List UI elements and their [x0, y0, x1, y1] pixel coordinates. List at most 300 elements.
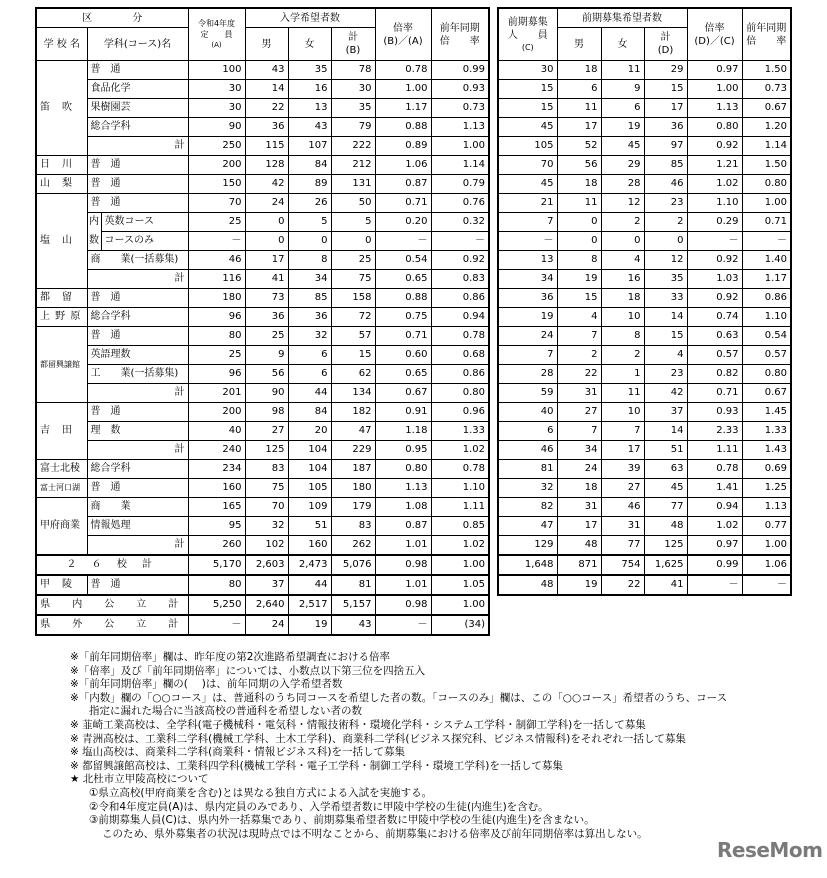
prev-ratio: 0.54: [742, 327, 791, 346]
table-row: [498, 175, 791, 194]
prev-ratio: 0.77: [742, 517, 791, 536]
note: ※「倍率」及び「前年同期倍率」については、小数点以下第三位を四捨五入: [70, 664, 426, 677]
prev-ratio: 1.13: [742, 498, 791, 517]
school-name: 富士河口湖: [36, 479, 87, 498]
prev-ratio: 1.00: [431, 137, 489, 156]
ratio: 0.92: [687, 251, 742, 270]
dept-name: 英語理数: [87, 346, 188, 365]
total-b: 134: [331, 384, 375, 403]
male-count: 0: [557, 232, 601, 251]
total-d: 85: [644, 156, 687, 175]
male-count: 11: [557, 194, 601, 213]
note: ②令和4年度定員(A)は、県内定員のみであり、入学希望者数に甲陵中学校の生徒(内進生)を含む。: [89, 800, 549, 813]
prev-ratio: 1.33: [742, 422, 791, 441]
prev-ratio: 0.86: [431, 365, 489, 384]
table-row: [36, 194, 489, 213]
male-count: 34: [557, 441, 601, 460]
ratio: 0.74: [687, 308, 742, 327]
table-row: [498, 232, 791, 251]
male-count: 2,640: [245, 595, 288, 615]
dept-name: 普 通: [87, 327, 188, 346]
school26-total-label: ２ ６ 校 計: [36, 555, 188, 575]
male-count: 0: [245, 213, 288, 232]
female-count: 20: [288, 422, 331, 441]
male-count: 36: [245, 118, 288, 137]
prev-ratio: 0.76: [431, 194, 489, 213]
male-count: 27: [245, 422, 288, 441]
male-count: 0: [245, 232, 288, 251]
total-b: 79: [331, 118, 375, 137]
female-count: 10: [601, 403, 644, 422]
male-count: 31: [557, 498, 601, 517]
male-count: 18: [557, 175, 601, 194]
prev-ratio: 1.11: [431, 498, 489, 517]
table-row: [36, 517, 489, 536]
female-count: 104: [288, 441, 331, 460]
male-count: 56: [245, 365, 288, 384]
dept-name: 食品化学: [87, 80, 188, 99]
capacity-c: 32: [498, 479, 557, 498]
ratio: 1.13: [375, 479, 431, 498]
male-count: 83: [245, 460, 288, 479]
note: ※ 塩山高校は、商業科二学科(商業科・情報ビジネス科)を一括して募集: [70, 746, 406, 759]
prev-ratio: 1.06: [742, 555, 791, 575]
total-b: 43: [331, 615, 375, 635]
total-d: 35: [644, 270, 687, 289]
male-count: 125: [245, 441, 288, 460]
capacity-c: 81: [498, 460, 557, 479]
ratio: 0.82: [687, 365, 742, 384]
naisu-label-2: 数: [87, 232, 101, 251]
table-row: [36, 251, 489, 270]
female-count: 22: [601, 575, 644, 595]
capacity-c: 105: [498, 137, 557, 156]
male-count: 48: [557, 536, 601, 556]
total-d: 36: [644, 118, 687, 137]
capacity-c: 7: [498, 346, 557, 365]
table-row: [498, 251, 791, 270]
prev-ratio: 1.50: [742, 156, 791, 175]
ratio: 0.54: [375, 251, 431, 270]
prev-ratio: 1.00: [742, 536, 791, 556]
total-b-header: 計 (B): [331, 28, 375, 61]
total-b: 0: [331, 232, 375, 251]
ratio: 1.18: [375, 422, 431, 441]
female-count: 17: [601, 441, 644, 460]
male-count: 19: [557, 575, 601, 595]
table-row: [498, 213, 791, 232]
male-count: 7: [557, 327, 601, 346]
ratio: 0.93: [687, 403, 742, 422]
school-name: 都留興譲館: [36, 327, 87, 403]
subtotal-row: [36, 441, 489, 460]
prev-ratio: 1.02: [431, 536, 489, 556]
total-d: 23: [644, 194, 687, 213]
table-row: [36, 232, 489, 251]
table-row: [498, 479, 791, 498]
male-count: 32: [245, 517, 288, 536]
ratio: 0.80: [375, 460, 431, 479]
male-count: 128: [245, 156, 288, 175]
ratio: 0.89: [375, 137, 431, 156]
ratio: 0.87: [375, 175, 431, 194]
capacity-a: 165: [188, 498, 245, 517]
total-b: 262: [331, 536, 375, 556]
ratio: 1.13: [687, 99, 742, 118]
prev-ratio: 0.78: [431, 327, 489, 346]
capacity-c: 15: [498, 80, 557, 99]
note: ★ 北杜市立甲陵高校について: [70, 773, 209, 786]
male-header: 男: [245, 28, 288, 61]
total-d: 37: [644, 403, 687, 422]
total-d: 1,625: [644, 555, 687, 575]
header-row-1: [36, 8, 489, 28]
capacity-a: 200: [188, 403, 245, 422]
prev-ratio: 1.02: [431, 441, 489, 460]
total-d: 14: [644, 422, 687, 441]
prev-ratio: 1.33: [431, 422, 489, 441]
total-d: 46: [644, 175, 687, 194]
capacity-a: 40: [188, 422, 245, 441]
table-row: [36, 327, 489, 346]
capacity-c: 70: [498, 156, 557, 175]
female-count: 6: [288, 346, 331, 365]
capacity-c: 45: [498, 118, 557, 137]
male-count: 0: [557, 213, 601, 232]
male-count: 98: [245, 403, 288, 422]
school-name: 日 川: [36, 156, 87, 175]
capacity-a: 116: [188, 270, 245, 289]
dept-name: 普 通: [87, 479, 188, 498]
prev-ratio: 0.73: [431, 99, 489, 118]
female-count: 6: [601, 99, 644, 118]
ratio: 1.17: [375, 99, 431, 118]
female-count: 26: [288, 194, 331, 213]
female-count: 32: [288, 327, 331, 346]
ratio: 1.10: [687, 194, 742, 213]
subtotal-row: [36, 137, 489, 156]
prev-ratio: 0.57: [742, 346, 791, 365]
ratio: 0.80: [687, 118, 742, 137]
prev-ratio: 1.50: [742, 61, 791, 80]
note: ※ 韮崎工業高校は、全学科(電子機械科・電気科・情報技術科・環境化学科・システム工学科・制御工学科)を一括して募集: [70, 718, 646, 731]
female-count: 34: [288, 270, 331, 289]
capacity-c: 34: [498, 270, 557, 289]
male-count: 24: [245, 615, 288, 635]
male-count: 56: [557, 156, 601, 175]
capacity-a: 96: [188, 365, 245, 384]
total-b: 5,076: [331, 555, 375, 575]
female-count: 4: [601, 251, 644, 270]
total-b: 25: [331, 251, 375, 270]
male-count: 27: [557, 403, 601, 422]
ratio: 1.00: [375, 80, 431, 99]
dept-name: 英数コース: [101, 213, 188, 232]
prev-ratio: 0.85: [431, 517, 489, 536]
prev-ratio: 0.94: [431, 308, 489, 327]
capacity-c: 48: [498, 575, 557, 595]
table-row: [498, 118, 791, 137]
dept-name: 総合学科: [87, 460, 188, 479]
female-count: 2,517: [288, 595, 331, 615]
capacity-a: 5,170: [188, 555, 245, 575]
total-d: 51: [644, 441, 687, 460]
female-count: 754: [601, 555, 644, 575]
female-count: 104: [288, 460, 331, 479]
capacity-a: 160: [188, 479, 245, 498]
capacity-c: 28: [498, 365, 557, 384]
table-row: [498, 403, 791, 422]
male-count: 18: [557, 479, 601, 498]
table-row: [36, 289, 489, 308]
ratio: 1.21: [687, 156, 742, 175]
ratio: 1.11: [687, 441, 742, 460]
out-pref-total-row: [36, 615, 489, 635]
male-count: 70: [245, 498, 288, 517]
total-d: 63: [644, 460, 687, 479]
table-row: [498, 346, 791, 365]
capacity-c: 129: [498, 536, 557, 556]
male-count: 24: [557, 460, 601, 479]
capacity-c: 24: [498, 327, 557, 346]
dept-name: 情報処理: [87, 517, 188, 536]
female-count: 39: [601, 460, 644, 479]
total-b: 212: [331, 156, 375, 175]
total-d: 97: [644, 137, 687, 156]
subtotal-label: 計: [87, 384, 188, 403]
total-d: 29: [644, 61, 687, 80]
note: このため、県外募集者の状況は現時点では不明なことから、前期募集における倍率及び前年同期倍率は算出しない。: [102, 827, 648, 840]
capacity-a: 80: [188, 575, 245, 595]
total-b: 75: [331, 270, 375, 289]
female-count: 85: [288, 289, 331, 308]
male-count: 17: [557, 118, 601, 137]
ratio: 2.33: [687, 422, 742, 441]
table-row: [36, 118, 489, 137]
capacity-c: －: [498, 232, 557, 251]
female-count: 84: [288, 403, 331, 422]
table-row: [36, 308, 489, 327]
prev-ratio: 0.68: [431, 346, 489, 365]
table-row: [36, 403, 489, 422]
table-row: [36, 365, 489, 384]
female-count: 109: [288, 498, 331, 517]
prev-ratio: －: [742, 575, 791, 595]
male-count: 24: [245, 194, 288, 213]
total-b: 35: [331, 99, 375, 118]
total-d: 14: [644, 308, 687, 327]
female-count: 105: [288, 479, 331, 498]
female-header: 女: [288, 28, 331, 61]
ratio: 0.29: [687, 213, 742, 232]
prev-ratio: 0.92: [431, 251, 489, 270]
ratio: 0.71: [375, 194, 431, 213]
male-count: 2,603: [245, 555, 288, 575]
female-header: 女: [601, 28, 644, 61]
capacity-a: －: [188, 615, 245, 635]
note: ※ 青洲高校は、工業科二学科(機械工学科、土木工学科)、商業科二学科(ビジネス探究科、ビジネス情報科)をそれぞれ一括して募集: [70, 732, 686, 745]
capacity-c: 82: [498, 498, 557, 517]
ratio: 0.78: [687, 460, 742, 479]
prev-ratio: 1.05: [431, 575, 489, 595]
table-row: [498, 422, 791, 441]
school-name: 甲府商業: [36, 498, 87, 556]
capacity-c: 1,648: [498, 555, 557, 575]
male-count: 31: [557, 384, 601, 403]
total-d: 0: [644, 232, 687, 251]
ratio: 0.65: [375, 270, 431, 289]
prev-ratio: 0.80: [431, 384, 489, 403]
dept-name: 商 業: [87, 498, 188, 517]
ratio: 0.92: [687, 137, 742, 156]
total-b: 30: [331, 80, 375, 99]
female-count: 51: [288, 517, 331, 536]
male-count: 18: [557, 61, 601, 80]
in-pref-total-label: 県 内 公 立 計: [36, 595, 188, 615]
female-count: 2: [601, 213, 644, 232]
ratio: 0.97: [687, 61, 742, 80]
female-count: 36: [288, 308, 331, 327]
prev-ratio: 1.17: [742, 270, 791, 289]
male-count: 43: [245, 61, 288, 80]
total-b: 81: [331, 575, 375, 595]
ratio: 1.02: [687, 175, 742, 194]
capacity-a: 25: [188, 213, 245, 232]
prev-ratio: 0.80: [742, 175, 791, 194]
capacity-a: 70: [188, 194, 245, 213]
male-count: 90: [245, 384, 288, 403]
total-b: 57: [331, 327, 375, 346]
in-pref-total-row: [36, 595, 489, 615]
table-row: [498, 289, 791, 308]
total-d: 41: [644, 575, 687, 595]
table-row: [36, 213, 489, 232]
male-count: 115: [245, 137, 288, 156]
table-row: [498, 156, 791, 175]
table-row: [498, 517, 791, 536]
prev-ratio: 0.71: [742, 213, 791, 232]
female-count: 2: [601, 346, 644, 365]
female-count: 10: [601, 308, 644, 327]
table-row: [498, 80, 791, 99]
table-row: [498, 384, 791, 403]
female-count: 89: [288, 175, 331, 194]
teiin-header: 令和4年度 定 員 (A): [188, 8, 245, 61]
total-b: 229: [331, 441, 375, 460]
female-count: 29: [601, 156, 644, 175]
prev-ratio: 0.99: [431, 61, 489, 80]
female-count: 13: [288, 99, 331, 118]
school26-total-row: [36, 555, 489, 575]
female-count: 0: [288, 232, 331, 251]
female-count: 84: [288, 156, 331, 175]
right-table-body: [498, 61, 791, 596]
dept-name: 総合学科: [87, 118, 188, 137]
total-b: 180: [331, 479, 375, 498]
early-applicants-group-header: 前期募集希望者数: [557, 8, 687, 28]
dept-name: 普 通: [87, 61, 188, 80]
total-d-header: 計 (D): [644, 28, 687, 61]
ratio: 1.01: [375, 536, 431, 556]
prev-ratio: 1.43: [742, 441, 791, 460]
note: ※「内数」欄の「○○コース」は、普通科のうち同コースを希望した者の数。「コースのみ」欄は、この「○○コース」希望者のうち、コース: [70, 691, 728, 704]
prev-ratio: －: [431, 232, 489, 251]
subtotal-row: [36, 384, 489, 403]
male-count: 9: [245, 346, 288, 365]
prev-ratio: 1.10: [742, 308, 791, 327]
female-count: 1: [601, 365, 644, 384]
female-count: 11: [601, 61, 644, 80]
male-count: 22: [557, 365, 601, 384]
table-row: [498, 194, 791, 213]
school-name: 富士北稜: [36, 460, 87, 479]
ratio-d-c-header: 倍率 (D)／(C): [687, 8, 742, 61]
prev-ratio: 0.67: [742, 99, 791, 118]
capacity-c: 7: [498, 213, 557, 232]
table-row: [36, 61, 489, 80]
prev-ratio-header: 前年同期 倍 率: [431, 8, 489, 61]
female-count: 35: [288, 61, 331, 80]
female-count: 16: [288, 80, 331, 99]
capacity-c: 40: [498, 403, 557, 422]
subtotal-label: 計: [87, 137, 188, 156]
prev-ratio: 0.78: [431, 460, 489, 479]
dept-name: 普 通: [87, 194, 188, 213]
capacity-a: 260: [188, 536, 245, 556]
female-count: 16: [601, 270, 644, 289]
prev-ratio: 1.00: [431, 595, 489, 615]
ratio: 1.02: [687, 517, 742, 536]
ratio: 0.98: [375, 555, 431, 575]
male-count: 36: [245, 308, 288, 327]
total-b: 182: [331, 403, 375, 422]
table-row: [36, 156, 489, 175]
ratio: 0.98: [375, 595, 431, 615]
table-row: [36, 479, 489, 498]
prev-ratio: 0.79: [431, 175, 489, 194]
female-count: 8: [601, 327, 644, 346]
male-count: 11: [557, 99, 601, 118]
ratio: 0.67: [375, 384, 431, 403]
male-header: 男: [557, 28, 601, 61]
prev-ratio: 1.45: [742, 403, 791, 422]
dept-name: 普 通: [87, 403, 188, 422]
table-row: [498, 555, 791, 575]
ratio: 0.99: [687, 555, 742, 575]
total-d: 42: [644, 384, 687, 403]
prev-ratio: 1.14: [431, 156, 489, 175]
table-row: [498, 61, 791, 80]
female-count: 43: [288, 118, 331, 137]
school-name: 吉 田: [36, 403, 87, 460]
table-row: [498, 327, 791, 346]
total-d: 125: [644, 536, 687, 556]
ratio: 1.01: [375, 575, 431, 595]
ratio: 1.03: [687, 270, 742, 289]
male-count: 14: [245, 80, 288, 99]
total-b: 62: [331, 365, 375, 384]
capacity-c: 21: [498, 194, 557, 213]
ratio: －: [687, 575, 742, 595]
female-count: 160: [288, 536, 331, 556]
capacity-a: －: [188, 232, 245, 251]
capacity-a: 30: [188, 99, 245, 118]
female-count: 44: [288, 384, 331, 403]
school-name: 甲 陵: [36, 575, 87, 595]
ratio: 1.00: [687, 80, 742, 99]
male-count: 8: [557, 251, 601, 270]
school-name: 上 野 原: [36, 308, 87, 327]
